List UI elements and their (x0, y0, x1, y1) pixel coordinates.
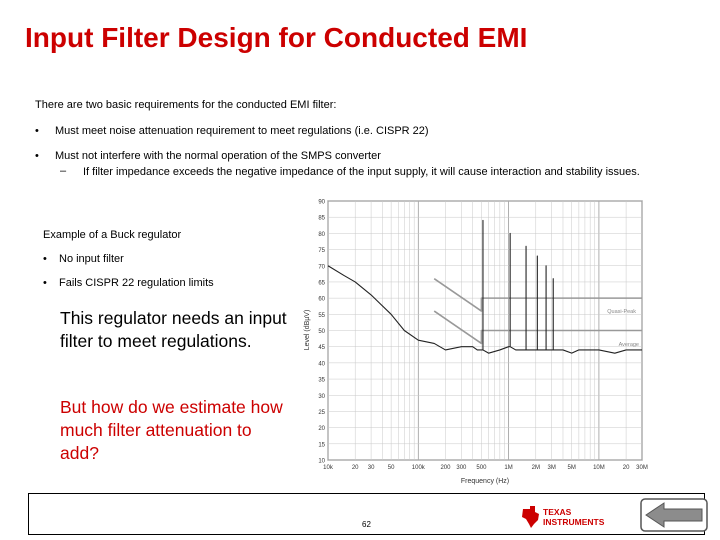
logo-text-instruments: INSTRUMENTS (543, 517, 605, 527)
question-text: But how do we estimate how much filter attenuation to add? (60, 397, 283, 463)
bullet-dot: • (35, 150, 39, 162)
bullet-text: Must meet noise attenuation requirement to meet regulations (i.e. CISPR 22) (55, 125, 429, 137)
x-tick-label: 10k (323, 465, 333, 471)
y-tick-label: 30 (318, 393, 325, 400)
bullet-text: Must not interfere with the normal operation of the SMPS converter (55, 150, 381, 162)
bullet-text: Fails CISPR 22 regulation limits (59, 277, 214, 289)
x-tick-label: 200 (440, 465, 451, 471)
x-tick-label: 300 (456, 465, 467, 471)
sub-bullet-text: If filter impedance exceeds the negative impedance of the input supply, it will cause interaction and stability issues. (83, 166, 640, 178)
y-tick-labels (318, 200, 325, 465)
intro-text: There are two basic requirements for the conducted EMI filter: (35, 99, 337, 111)
x-tick-label: 5M (567, 465, 576, 471)
y-tick-label: 85 (318, 215, 325, 222)
x-tick-label: 30 (367, 465, 375, 471)
texas-instruments-logo (520, 504, 620, 530)
slide-title: Input Filter Design for Conducted EMI (25, 22, 528, 53)
y-tick-label: 15 (318, 442, 325, 449)
y-tick-label: 55 (318, 312, 325, 319)
x-tick-label: 3M (547, 465, 556, 471)
average-label: Average (618, 342, 639, 348)
x-axis-label: Frequency (Hz) (460, 478, 510, 485)
x-tick-label: 50 (387, 465, 395, 471)
x-tick-label: 2M (531, 465, 540, 471)
back-arrow-button[interactable] (640, 498, 708, 532)
y-tick-label: 65 (318, 280, 325, 287)
statement-text: This regulator needs an input filter to meet regulations. (60, 308, 287, 351)
y-tick-label: 70 (318, 264, 325, 271)
x-tick-label: 30M (636, 465, 648, 471)
bullet-dot: • (43, 277, 47, 289)
sub-bullet-dash: – (60, 165, 67, 177)
y-tick-label: 25 (318, 409, 325, 416)
y-axis-label: Level (dBµV) (304, 309, 311, 351)
page-number: 62 (362, 520, 371, 529)
bullet-text: No input filter (59, 253, 124, 265)
quasi-peak-label: Quasi-Peak (607, 309, 636, 315)
logo-text-texas: TEXAS (543, 507, 572, 517)
x-tick-labels (323, 465, 648, 471)
y-tick-label: 75 (318, 248, 325, 255)
bullet-dot: • (43, 253, 47, 265)
x-tick-label: 100k (411, 465, 425, 471)
x-tick-label: 20 (351, 465, 359, 471)
bullet-dot: • (35, 125, 39, 137)
y-tick-label: 20 (318, 426, 325, 433)
example-title: Example of a Buck regulator (43, 229, 182, 241)
y-tick-label: 35 (318, 377, 325, 384)
y-tick-label: 10 (318, 458, 325, 465)
x-tick-label: 500 (476, 465, 487, 471)
y-tick-label: 45 (318, 345, 325, 352)
y-tick-label: 80 (318, 231, 325, 238)
y-tick-label: 60 (318, 296, 325, 303)
emi-spectrum-chart (298, 194, 658, 486)
y-tick-label: 40 (318, 361, 325, 368)
x-tick-label: 10M (593, 465, 605, 471)
x-tick-label: 1M (504, 465, 513, 471)
x-tick-label: 20 (622, 465, 630, 471)
ti-state-icon (522, 506, 539, 528)
y-tick-label: 90 (318, 199, 325, 206)
y-tick-label: 50 (318, 329, 325, 335)
